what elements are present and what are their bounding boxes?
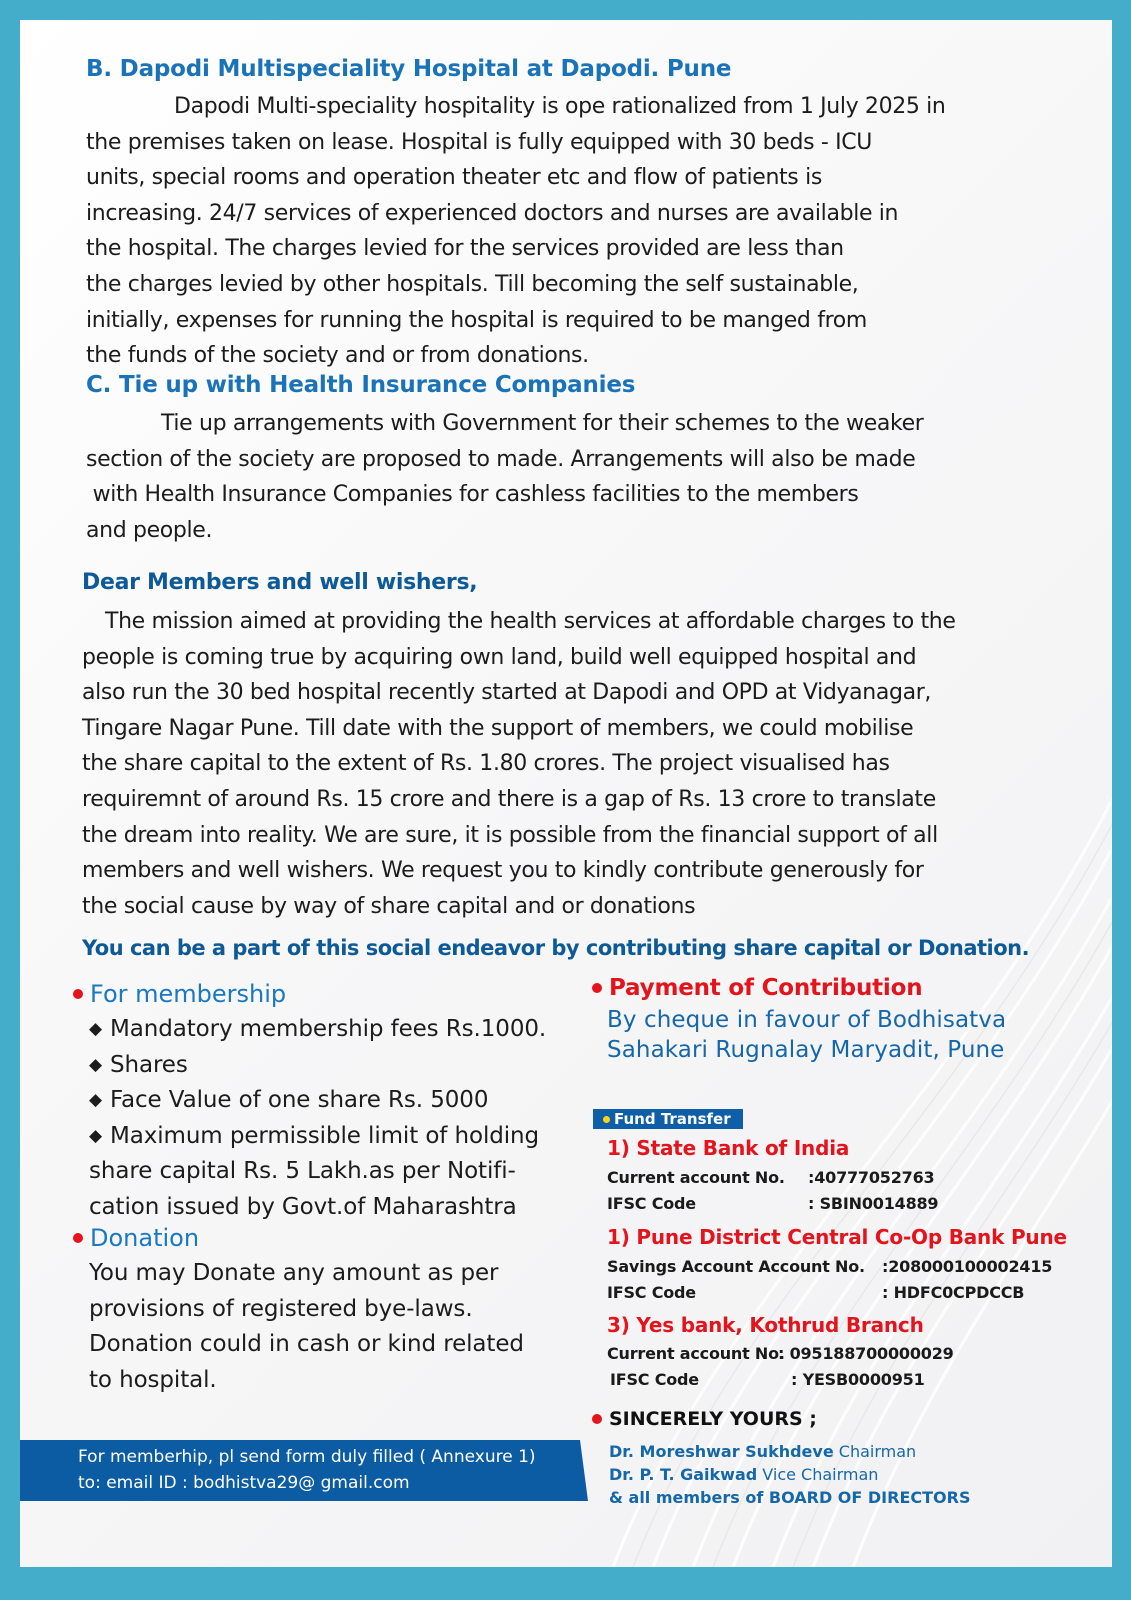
paragraph-line: units, special rooms and operation theater etc and flow of patients is	[86, 165, 822, 191]
banner-line: For memberhip, pl send form duly filled ( Annexure 1)	[78, 1447, 536, 1467]
paragraph-line: the social cause by way of share capital and or donations	[82, 893, 696, 919]
membership-heading-label: For membership	[90, 980, 287, 1008]
paragraph-line: the premises taken on lease. Hospital is fully equipped with 30 beds - ICU	[86, 129, 872, 155]
fund-transfer-badge	[593, 1109, 743, 1129]
membership-list	[89, 1012, 546, 1225]
document-page	[20, 20, 1112, 1567]
paragraph-line: increasing. 24/7 services of experienced doctors and nurses are available in	[86, 200, 899, 226]
paragraph-line: Donation could in cash or kind related	[89, 1331, 524, 1357]
cheque-instructions	[607, 1005, 1006, 1065]
account-number: :40777052763	[808, 1168, 935, 1187]
account-number: : 095188700000029	[778, 1344, 954, 1363]
account-label: Current account No.	[607, 1344, 785, 1363]
signatory-role: Vice Chairman	[757, 1465, 879, 1484]
bullet-dot-icon	[73, 1233, 83, 1243]
paragraph-line: Dapodi Multi-speciality hospitality is ope rationalized from 1 July 2025 in	[174, 94, 946, 119]
ifsc-code: : YESB0000951	[791, 1370, 925, 1389]
payment-heading-label: Payment of Contribution	[609, 975, 923, 1001]
cheque-line: By cheque in favour of Bodhisatva	[607, 1007, 1007, 1033]
bank-name: 1) State Bank of India	[607, 1136, 850, 1160]
paragraph-line: the dream into reality. We are sure, it is possible from the financial support of all	[82, 822, 938, 848]
paragraph-line: also run the 30 bed hospital recently started at Dapodi and OPD at Vidyanagar,	[82, 680, 932, 706]
bank-name: 3) Yes bank, Kothrud Branch	[607, 1313, 924, 1337]
section-b-paragraph	[86, 89, 946, 374]
paragraph-line: to hospital.	[89, 1366, 217, 1393]
account-number: :208000100002415	[882, 1257, 1053, 1276]
letter-paragraph	[82, 604, 956, 924]
paragraph-line: provisions of registered bye-laws.	[89, 1295, 473, 1322]
paragraph-line: initially, expenses for running the hospital is required to be manged from	[86, 307, 867, 333]
paragraph-line: members and well wishers. We request you to kindly contribute generously for	[82, 858, 924, 884]
board-line: & all members of BOARD OF DIRECTORS	[609, 1488, 971, 1507]
donation-heading	[73, 1224, 199, 1252]
section-c-paragraph	[86, 406, 924, 548]
cheque-line: Sahakari Rugnalay Maryadit, Pune	[607, 1037, 1005, 1063]
ifsc-label: IFSC Code	[610, 1370, 699, 1389]
diamond-bullet-icon: ◆	[89, 1019, 102, 1039]
signatory	[609, 1440, 970, 1463]
paragraph-line: the hospital. The charges levied for the services provided are less than	[86, 236, 844, 262]
membership-form-note	[78, 1444, 536, 1496]
paragraph-line: with Health Insurance Companies for cashless facilities to the members	[86, 482, 859, 508]
bullet-dot-icon	[73, 989, 83, 999]
diamond-bullet-icon: ◆	[89, 1054, 102, 1075]
banner-email[interactable]: to: email ID : bodhistva29@ gmail.com	[78, 1473, 410, 1493]
call-to-action: You can be a part of this social endeavor by contributing share capital or Donation.	[82, 936, 1030, 960]
account-label: Current account No.	[607, 1168, 785, 1187]
paragraph-line: and people.	[86, 517, 213, 543]
paragraph-line: the charges levied by other hospitals. Till becoming the self sustainable,	[86, 271, 859, 297]
closing-heading	[592, 1408, 817, 1430]
donation-text	[89, 1256, 524, 1398]
diamond-bullet-icon: ◆	[89, 1125, 102, 1146]
list-item: ◆ Mandatory membership fees Rs.1000.	[89, 1016, 547, 1042]
list-item: ◆ Face Value of one share Rs. 5000	[89, 1087, 489, 1113]
paragraph-line: the funds of the society and or from donations.	[86, 343, 589, 369]
donation-heading-label: Donation	[90, 1224, 200, 1252]
bank-name: 1) Pune District Central Co-Op Bank Pune	[607, 1225, 1067, 1249]
membership-heading	[73, 980, 286, 1008]
ifsc-label: IFSC Code	[607, 1194, 696, 1213]
diamond-bullet-icon: ◆	[89, 1090, 102, 1110]
section-b-heading: B. Dapodi Multispeciality Hospital at Dapodi. Pune	[86, 56, 732, 82]
paragraph-line: section of the society are proposed to made. Arrangements will also be made	[86, 446, 916, 472]
paragraph-line: people is coming true by acquiring own land, build well equipped hospital and	[82, 644, 917, 670]
payment-heading	[592, 975, 922, 1001]
account-label: Savings Account Account No.	[607, 1257, 865, 1276]
paragraph-line: requiremnt of around Rs. 15 crore and there is a gap of Rs. 13 crore to translate	[82, 786, 936, 812]
bullet-dot-icon	[592, 983, 602, 993]
paragraph-line: Tie up arrangements with Government for their schemes to the weaker	[161, 411, 924, 436]
signatories	[609, 1440, 970, 1509]
paragraph-line: the share capital to the extent of Rs. 1.80 crores. The project visualised has	[82, 751, 890, 777]
ifsc-code: : HDFC0CPDCCB	[882, 1283, 1025, 1302]
list-item-continuation: share capital Rs. 5 Lakh.as per Notifi-	[89, 1158, 516, 1184]
paragraph-line: You may Donate any amount as per	[89, 1260, 499, 1286]
paragraph-line: The mission aimed at providing the health services at affordable charges to the	[105, 609, 956, 634]
list-item: ◆ Maximum permissible limit of holding	[89, 1122, 540, 1149]
section-c-heading: C. Tie up with Health Insurance Companies	[86, 372, 636, 398]
fund-transfer-label: Fund Transfer	[614, 1110, 731, 1128]
list-item: ◆ Shares	[89, 1051, 188, 1078]
bullet-dot-icon	[603, 1116, 610, 1123]
ifsc-label: IFSC Code	[607, 1283, 696, 1302]
sincerely-label: SINCERELY YOURS ;	[609, 1408, 817, 1430]
signatory-role: Chairman	[833, 1442, 917, 1461]
ifsc-code: : SBIN0014889	[808, 1194, 939, 1213]
signatory-name: Dr. P. T. Gaikwad	[609, 1465, 758, 1484]
list-item-continuation: cation issued by Govt.of Maharashtra	[89, 1193, 517, 1220]
signatory	[609, 1463, 970, 1486]
letter-salutation: Dear Members and well wishers,	[82, 570, 478, 595]
signatory-name: Dr. Moreshwar Sukhdeve	[609, 1442, 834, 1461]
paragraph-line: Tingare Nagar Pune. Till date with the support of members, we could mobilise	[82, 715, 914, 741]
bullet-dot-icon	[592, 1414, 602, 1424]
